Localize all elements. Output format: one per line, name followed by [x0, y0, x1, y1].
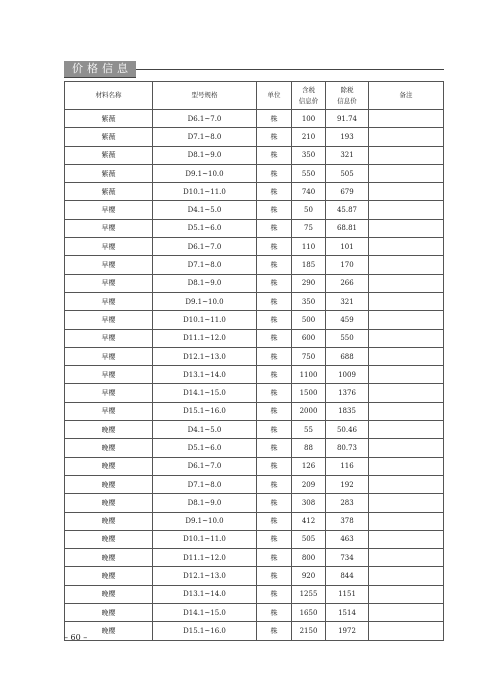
table-row [65, 549, 444, 567]
cell-remark [369, 512, 444, 530]
table-row [65, 512, 444, 530]
cell-tax-excl: 68.81 [326, 219, 369, 237]
header-tax-excluded-line1: 除税 [340, 85, 354, 94]
cell-material: 晚樱 [65, 604, 153, 622]
cell-remark [369, 530, 444, 548]
cell-remark [369, 183, 444, 201]
cell-spec: D14.1~15.0 [153, 384, 257, 402]
cell-material: 早樱 [65, 347, 153, 365]
cell-remark [369, 549, 444, 567]
cell-spec: D6.1~7.0 [153, 110, 257, 128]
cell-remark [369, 366, 444, 384]
cell-tax-excl: 1151 [326, 585, 369, 603]
cell-material: 早樱 [65, 311, 153, 329]
cell-tax-incl: 350 [292, 146, 326, 164]
cell-tax-incl: 75 [292, 219, 326, 237]
cell-remark [369, 128, 444, 146]
cell-unit: 株 [257, 329, 292, 347]
cell-spec: D10.1~11.0 [153, 311, 257, 329]
header-tax-excluded-price [326, 82, 369, 110]
cell-tax-excl: 266 [326, 274, 369, 292]
cell-material: 晚樱 [65, 585, 153, 603]
cell-tax-incl: 505 [292, 530, 326, 548]
table-row [65, 292, 444, 310]
table-row [65, 402, 444, 420]
cell-tax-excl: 459 [326, 311, 369, 329]
cell-unit: 株 [257, 219, 292, 237]
cell-tax-excl: 116 [326, 457, 369, 475]
table-row [65, 530, 444, 548]
cell-spec: D8.1~9.0 [153, 494, 257, 512]
cell-material: 晚樱 [65, 457, 153, 475]
cell-tax-incl: 290 [292, 274, 326, 292]
cell-remark [369, 384, 444, 402]
cell-remark [369, 475, 444, 493]
cell-tax-incl: 100 [292, 110, 326, 128]
cell-tax-excl: 321 [326, 292, 369, 310]
table-row [65, 311, 444, 329]
cell-material: 紫薇 [65, 128, 153, 146]
cell-unit: 株 [257, 311, 292, 329]
cell-material: 晚樱 [65, 549, 153, 567]
header-tax-included-line1: 含税 [302, 85, 315, 94]
table-row [65, 384, 444, 402]
cell-tax-incl: 1100 [292, 366, 326, 384]
cell-spec: D7.1~8.0 [153, 475, 257, 493]
table-row [65, 183, 444, 201]
cell-tax-incl: 500 [292, 311, 326, 329]
cell-material: 紫薇 [65, 146, 153, 164]
header-remark: 备注 [369, 82, 444, 110]
section-divider-under-tab [64, 77, 136, 78]
cell-unit: 株 [257, 183, 292, 201]
cell-unit: 株 [257, 549, 292, 567]
cell-material: 早樱 [65, 201, 153, 219]
cell-remark [369, 439, 444, 457]
cell-tax-incl: 126 [292, 457, 326, 475]
cell-spec: D5.1~6.0 [153, 439, 257, 457]
cell-remark [369, 329, 444, 347]
cell-unit: 株 [257, 439, 292, 457]
table-row [65, 366, 444, 384]
cell-material: 晚樱 [65, 567, 153, 585]
cell-unit: 株 [257, 347, 292, 365]
cell-tax-incl: 800 [292, 549, 326, 567]
cell-spec: D13.1~14.0 [153, 366, 257, 384]
cell-spec: D4.1~5.0 [153, 201, 257, 219]
cell-tax-incl: 210 [292, 128, 326, 146]
cell-remark [369, 567, 444, 585]
cell-material: 紫薇 [65, 183, 153, 201]
cell-tax-excl: 844 [326, 567, 369, 585]
cell-spec: D8.1~9.0 [153, 146, 257, 164]
cell-remark [369, 347, 444, 365]
cell-tax-incl: 88 [292, 439, 326, 457]
table-row [65, 494, 444, 512]
cell-tax-excl: 734 [326, 549, 369, 567]
table-row [65, 421, 444, 439]
cell-tax-incl: 50 [292, 201, 326, 219]
table-row [65, 567, 444, 585]
cell-unit: 株 [257, 402, 292, 420]
table-row [65, 329, 444, 347]
cell-remark [369, 402, 444, 420]
cell-tax-excl: 321 [326, 146, 369, 164]
cell-spec: D7.1~8.0 [153, 256, 257, 274]
cell-unit: 株 [257, 128, 292, 146]
table-row [65, 164, 444, 182]
cell-remark [369, 164, 444, 182]
cell-tax-excl: 505 [326, 164, 369, 182]
table-row [65, 238, 444, 256]
cell-tax-excl: 1376 [326, 384, 369, 402]
cell-tax-incl: 2150 [292, 622, 326, 640]
cell-tax-incl: 740 [292, 183, 326, 201]
cell-spec: D9.1~10.0 [153, 292, 257, 310]
table-row [65, 475, 444, 493]
cell-material: 早樱 [65, 384, 153, 402]
cell-unit: 株 [257, 110, 292, 128]
cell-remark [369, 604, 444, 622]
cell-spec: D10.1~11.0 [153, 530, 257, 548]
table-row [65, 604, 444, 622]
cell-material: 晚樱 [65, 512, 153, 530]
cell-spec: D13.1~14.0 [153, 585, 257, 603]
cell-tax-excl: 45.87 [326, 201, 369, 219]
table-row [65, 585, 444, 603]
cell-spec: D9.1~10.0 [153, 164, 257, 182]
cell-tax-excl: 463 [326, 530, 369, 548]
cell-spec: D7.1~8.0 [153, 128, 257, 146]
header-tax-excluded-line2: 信息价 [337, 96, 357, 105]
header-unit: 单位 [257, 82, 292, 110]
cell-unit: 株 [257, 146, 292, 164]
cell-unit: 株 [257, 164, 292, 182]
cell-unit: 株 [257, 256, 292, 274]
cell-remark [369, 494, 444, 512]
cell-tax-excl: 170 [326, 256, 369, 274]
table-row [65, 457, 444, 475]
cell-tax-incl: 110 [292, 238, 326, 256]
header-material: 材料名称 [65, 82, 153, 110]
cell-tax-incl: 55 [292, 421, 326, 439]
cell-tax-excl: 1009 [326, 366, 369, 384]
cell-tax-incl: 209 [292, 475, 326, 493]
cell-unit: 株 [257, 475, 292, 493]
cell-unit: 株 [257, 201, 292, 219]
section-title: 价格信息 [64, 61, 136, 77]
table-header-row [65, 82, 444, 110]
cell-spec: D15.1~16.0 [153, 622, 257, 640]
cell-unit: 株 [257, 292, 292, 310]
cell-material: 晚樱 [65, 421, 153, 439]
cell-tax-incl: 920 [292, 567, 326, 585]
cell-tax-incl: 2000 [292, 402, 326, 420]
cell-remark [369, 585, 444, 603]
cell-spec: D4.1~5.0 [153, 421, 257, 439]
cell-spec: D11.1~12.0 [153, 549, 257, 567]
cell-unit: 株 [257, 274, 292, 292]
cell-remark [369, 311, 444, 329]
cell-remark [369, 421, 444, 439]
cell-tax-incl: 600 [292, 329, 326, 347]
cell-material: 晚樱 [65, 494, 153, 512]
cell-remark [369, 292, 444, 310]
cell-material: 早樱 [65, 256, 153, 274]
table-row [65, 622, 444, 640]
cell-material: 早樱 [65, 219, 153, 237]
cell-material: 晚樱 [65, 475, 153, 493]
cell-material: 晚樱 [65, 439, 153, 457]
cell-unit: 株 [257, 457, 292, 475]
cell-tax-incl: 1650 [292, 604, 326, 622]
cell-tax-incl: 350 [292, 292, 326, 310]
cell-material: 紫薇 [65, 110, 153, 128]
cell-spec: D14.1~15.0 [153, 604, 257, 622]
cell-material: 晚樱 [65, 530, 153, 548]
cell-material: 早樱 [65, 329, 153, 347]
cell-spec: D9.1~10.0 [153, 512, 257, 530]
cell-tax-excl: 688 [326, 347, 369, 365]
cell-spec: D12.1~13.0 [153, 347, 257, 365]
cell-tax-incl: 750 [292, 347, 326, 365]
table-row [65, 201, 444, 219]
table-row [65, 110, 444, 128]
table-row [65, 256, 444, 274]
cell-remark [369, 274, 444, 292]
cell-tax-excl: 1835 [326, 402, 369, 420]
table-row [65, 274, 444, 292]
cell-tax-excl: 1514 [326, 604, 369, 622]
cell-tax-excl: 192 [326, 475, 369, 493]
cell-tax-incl: 185 [292, 256, 326, 274]
cell-spec: D6.1~7.0 [153, 238, 257, 256]
cell-unit: 株 [257, 567, 292, 585]
cell-unit: 株 [257, 238, 292, 256]
cell-spec: D11.1~12.0 [153, 329, 257, 347]
cell-material: 早樱 [65, 238, 153, 256]
cell-remark [369, 201, 444, 219]
cell-tax-excl: 679 [326, 183, 369, 201]
table-row [65, 347, 444, 365]
cell-spec: D8.1~9.0 [153, 274, 257, 292]
cell-tax-excl: 101 [326, 238, 369, 256]
cell-tax-incl: 550 [292, 164, 326, 182]
cell-spec: D12.1~13.0 [153, 567, 257, 585]
header-spec: 型号规格 [153, 82, 257, 110]
cell-tax-incl: 308 [292, 494, 326, 512]
cell-tax-excl: 1972 [326, 622, 369, 640]
cell-unit: 株 [257, 604, 292, 622]
header-tax-included-line2: 信息价 [298, 96, 319, 105]
cell-material: 早樱 [65, 274, 153, 292]
cell-unit: 株 [257, 421, 292, 439]
cell-unit: 株 [257, 366, 292, 384]
cell-tax-incl: 412 [292, 512, 326, 530]
cell-tax-excl: 80.73 [326, 439, 369, 457]
cell-remark [369, 457, 444, 475]
cell-spec: D15.1~16.0 [153, 402, 257, 420]
page-number: – 60 – [64, 633, 88, 642]
cell-tax-excl: 378 [326, 512, 369, 530]
cell-material: 紫薇 [65, 164, 153, 182]
cell-unit: 株 [257, 512, 292, 530]
cell-unit: 株 [257, 530, 292, 548]
cell-tax-excl: 283 [326, 494, 369, 512]
header-tax-included-price [292, 82, 326, 110]
cell-material: 早樱 [65, 402, 153, 420]
cell-unit: 株 [257, 622, 292, 640]
cell-unit: 株 [257, 384, 292, 402]
cell-material: 早樱 [65, 366, 153, 384]
cell-tax-excl: 50.46 [326, 421, 369, 439]
table-row [65, 146, 444, 164]
cell-spec: D6.1~7.0 [153, 457, 257, 475]
cell-remark [369, 110, 444, 128]
table-row [65, 219, 444, 237]
cell-unit: 株 [257, 585, 292, 603]
cell-tax-incl: 1255 [292, 585, 326, 603]
cell-material: 早樱 [65, 292, 153, 310]
cell-tax-excl: 91.74 [326, 110, 369, 128]
cell-spec: D10.1~11.0 [153, 183, 257, 201]
price-info-table [64, 81, 444, 641]
table-body [65, 110, 444, 641]
cell-remark [369, 622, 444, 640]
table-row [65, 439, 444, 457]
cell-unit: 株 [257, 494, 292, 512]
cell-material: 晚樱 [65, 622, 153, 640]
cell-remark [369, 219, 444, 237]
cell-tax-incl: 1500 [292, 384, 326, 402]
section-divider [136, 69, 444, 70]
cell-spec: D5.1~6.0 [153, 219, 257, 237]
cell-tax-excl: 550 [326, 329, 369, 347]
cell-tax-excl: 193 [326, 128, 369, 146]
cell-remark [369, 146, 444, 164]
cell-remark [369, 256, 444, 274]
cell-remark [369, 238, 444, 256]
table-row [65, 128, 444, 146]
